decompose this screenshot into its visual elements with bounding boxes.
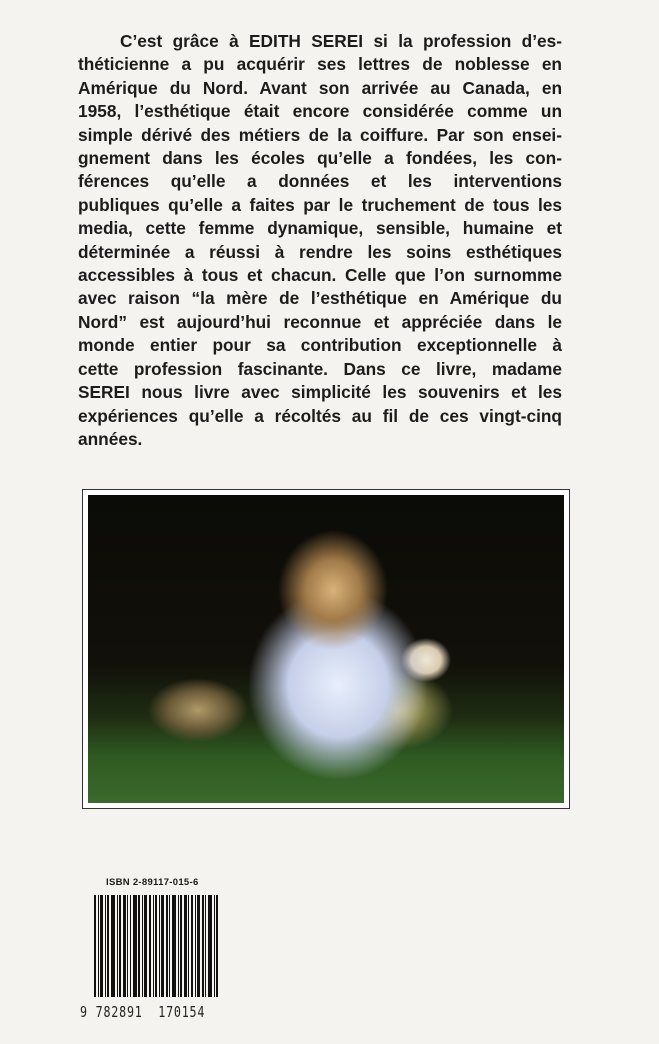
blurb-line: media, cette femme dynamique, sensible, humaine et <box>78 218 562 239</box>
blurb-line: simple dérivé des métiers de la coiffure. Par son ensei- <box>78 124 562 145</box>
blurb-line: publiques qu’elle a faites par le truchement de tous les <box>78 194 562 215</box>
blurb-line: C’est grâce à EDITH SEREI si la profession d’es- <box>120 31 562 51</box>
blurb-line: SEREI nous livre avec simplicité les souvenirs et les <box>78 382 562 403</box>
back-cover-blurb <box>78 30 562 451</box>
blurb-line: férences qu’elle a données et les interventions <box>78 171 562 192</box>
blurb-line: cette profession fascinante. Dans ce livre, madame <box>78 358 562 379</box>
barcode-digits: 9 782891 170154 <box>80 1003 206 1021</box>
blurb-line: gnement dans les écoles qu’elle a fondées, les con- <box>78 148 562 169</box>
blurb-line: 1958, l’esthétique était encore considérée comme un <box>78 101 562 122</box>
blurb-line: années. <box>78 428 143 449</box>
isbn-label: ISBN 2-89117-015-6 <box>106 877 199 888</box>
blurb-line: accessibles à tous et chacun. Celle que l’on surnomme <box>78 265 562 286</box>
blurb-line: déterminée a réussi à rendre les soins esthétiques <box>78 241 562 262</box>
blurb-line: théticienne a pu acquérir ses lettres de noblesse en <box>78 54 562 75</box>
blurb-line: expériences qu’elle a récoltés au fil de ces vingt-cinq <box>78 405 562 426</box>
author-photo <box>88 495 564 803</box>
blurb-line: Nord” est aujourd’hui reconnue et appréciée dans le <box>78 311 562 332</box>
blurb-line: monde entier pour sa contribution exceptionnelle à <box>78 335 562 356</box>
blurb-line: avec raison “la mère de l’esthétique en Amérique du <box>78 288 562 309</box>
blurb-line: Amérique du Nord. Avant son arrivée au Canada, en <box>78 77 562 98</box>
barcode <box>94 895 226 997</box>
author-photo-frame <box>82 489 570 809</box>
